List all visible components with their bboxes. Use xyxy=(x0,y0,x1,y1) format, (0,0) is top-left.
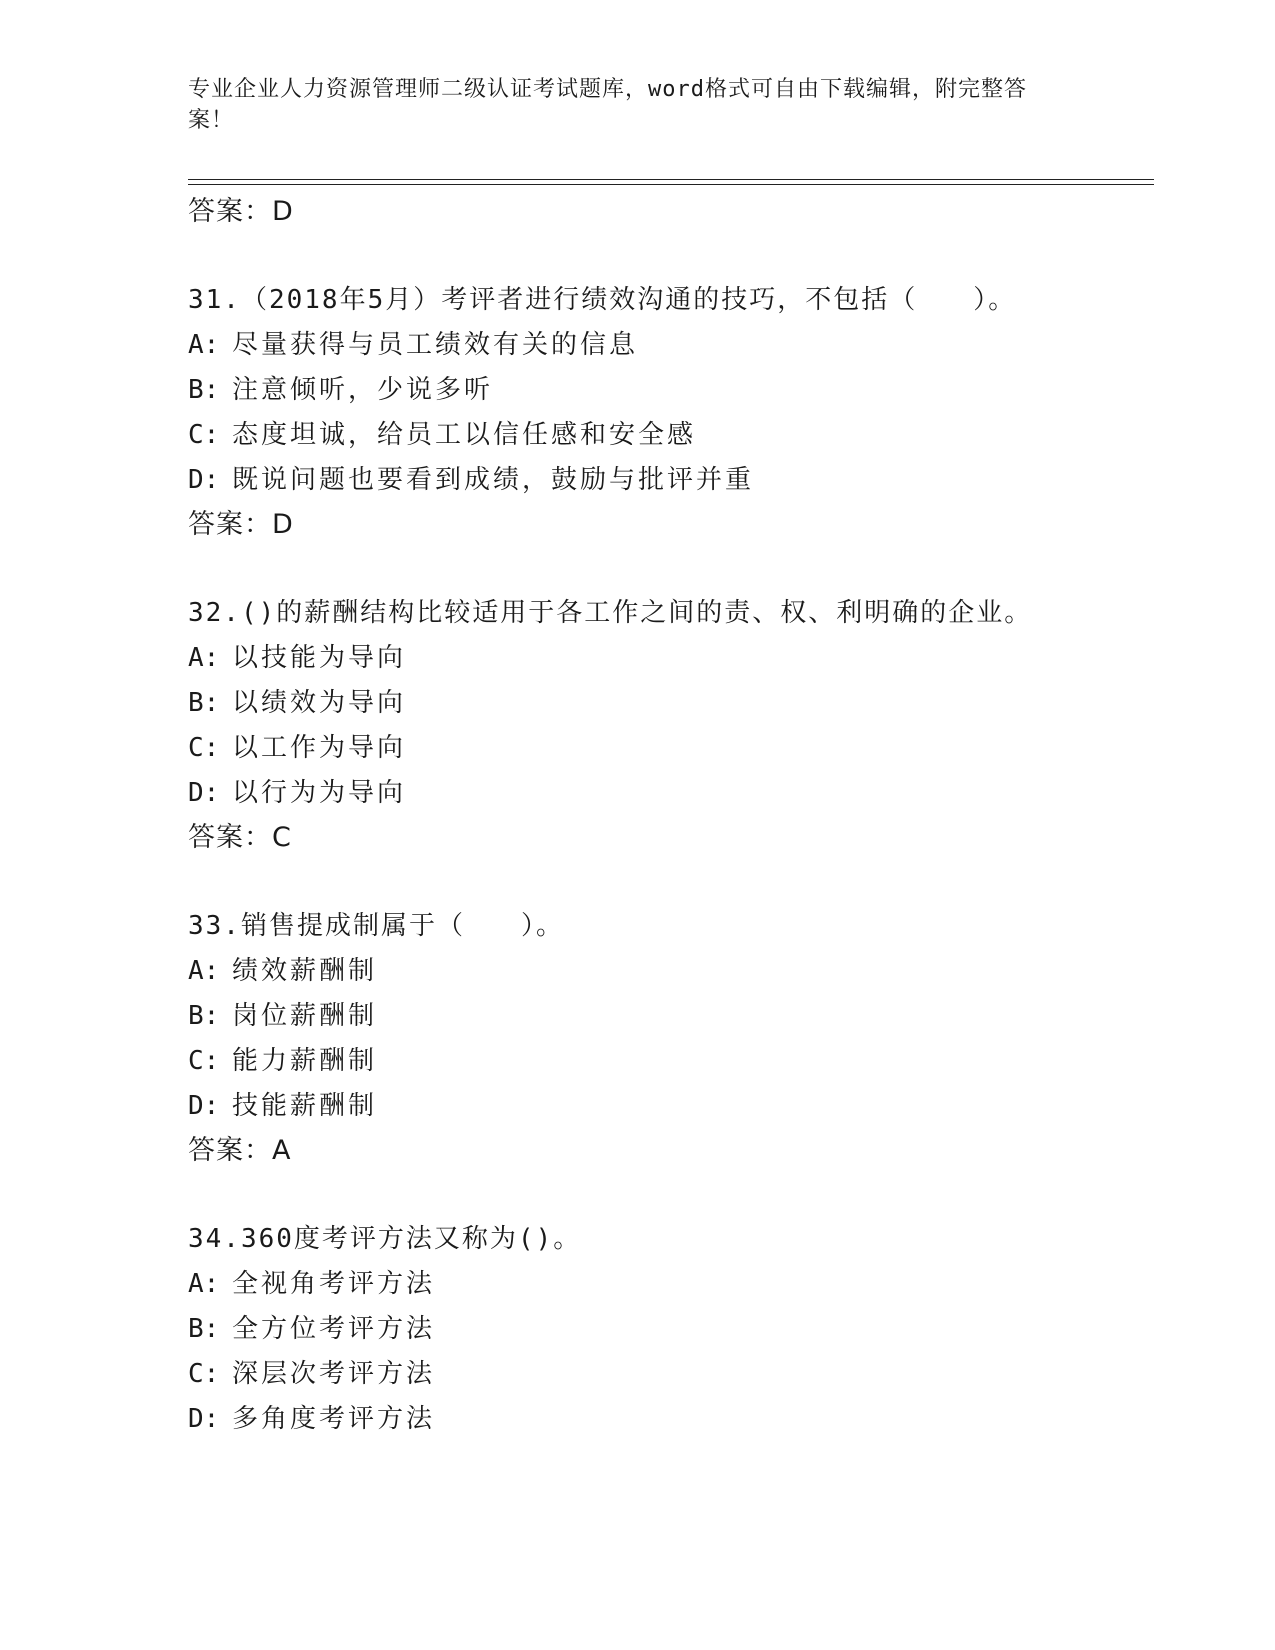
option-text: 多角度考评方法 xyxy=(232,1404,436,1434)
option-a xyxy=(188,949,1148,994)
option-b xyxy=(188,994,1148,1039)
option-text: 既说问题也要看到成绩，鼓励与批评并重 xyxy=(232,465,755,495)
option-b xyxy=(188,1307,1148,1352)
option-c xyxy=(188,726,1148,771)
option-text: 态度坦诚，给员工以信任感和安全感 xyxy=(232,420,697,450)
header-rule-bottom xyxy=(188,184,1154,185)
option-c xyxy=(188,1352,1148,1397)
question-block xyxy=(188,1217,1148,1442)
option-label: B: xyxy=(188,375,220,405)
option-text: 尽量获得与员工绩效有关的信息 xyxy=(232,330,639,360)
option-text: 技能薪酬制 xyxy=(232,1091,378,1121)
option-text: 以工作为导向 xyxy=(232,733,407,763)
option-text: 全视角考评方法 xyxy=(232,1269,436,1299)
answer-line: 答案：D xyxy=(188,509,294,540)
header-rule-top xyxy=(188,179,1154,180)
option-a xyxy=(188,636,1148,681)
option-label: C: xyxy=(188,420,220,450)
option-text: 能力薪酬制 xyxy=(232,1046,378,1076)
option-label: B: xyxy=(188,688,220,718)
option-a xyxy=(188,1262,1148,1307)
option-d xyxy=(188,1397,1148,1442)
option-text: 以行为为导向 xyxy=(232,778,407,808)
question-block xyxy=(188,278,1148,547)
option-label: D: xyxy=(188,1404,220,1434)
question-stem: 31.（2018年5月）考评者进行绩效沟通的技巧，不包括（ ）。 xyxy=(188,285,1017,315)
option-text: 全方位考评方法 xyxy=(232,1314,436,1344)
question-stem: 34.360度考评方法又称为()。 xyxy=(188,1224,582,1254)
option-label: A: xyxy=(188,956,220,986)
option-label: D: xyxy=(188,1091,220,1121)
option-label: B: xyxy=(188,1001,220,1031)
option-label: A: xyxy=(188,643,220,673)
option-c xyxy=(188,1039,1148,1084)
option-text: 深层次考评方法 xyxy=(232,1359,436,1389)
question-block xyxy=(188,591,1148,860)
option-label: C: xyxy=(188,1359,220,1389)
option-label: C: xyxy=(188,1046,220,1076)
answer-line: 答案：A xyxy=(188,1135,292,1166)
option-label: B: xyxy=(188,1314,220,1344)
question-stem: 32.()的薪酬结构比较适用于各工作之间的责、权、利明确的企业。 xyxy=(188,598,1033,628)
option-label: A: xyxy=(188,1269,220,1299)
header-text: 专业企业人力资源管理师二级认证考试题库，word格式可自由下载编辑，附完整答案！ xyxy=(188,77,1027,133)
option-text: 以绩效为导向 xyxy=(232,688,407,718)
option-label: C: xyxy=(188,733,220,763)
question-list xyxy=(188,190,1148,1442)
question-block xyxy=(188,904,1148,1173)
answer-line: 答案：C xyxy=(188,822,292,853)
option-b xyxy=(188,368,1148,413)
option-label: D: xyxy=(188,465,220,495)
option-a xyxy=(188,323,1148,368)
option-label: D: xyxy=(188,778,220,808)
option-c xyxy=(188,413,1148,458)
option-d xyxy=(188,458,1148,503)
question-stem: 33.销售提成制属于（ ）。 xyxy=(188,911,564,941)
option-text: 注意倾听，少说多听 xyxy=(232,375,494,405)
option-label: A: xyxy=(188,330,220,360)
option-b xyxy=(188,681,1148,726)
option-text: 绩效薪酬制 xyxy=(232,956,378,986)
option-text: 以技能为导向 xyxy=(232,643,407,673)
option-d xyxy=(188,1084,1148,1129)
option-text: 岗位薪酬制 xyxy=(232,1001,378,1031)
option-d xyxy=(188,771,1148,816)
answer-line: 答案：D xyxy=(188,196,294,227)
